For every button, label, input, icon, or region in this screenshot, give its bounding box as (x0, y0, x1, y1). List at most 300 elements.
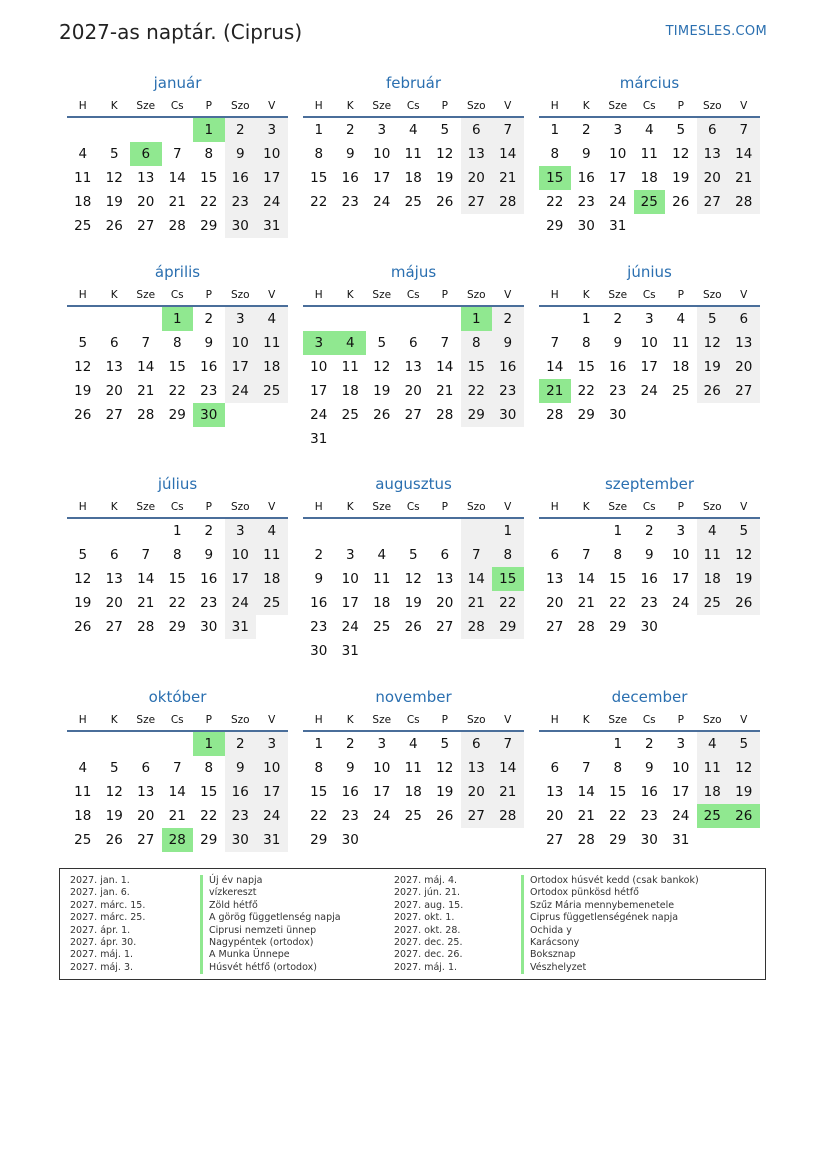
weekday-label: V (504, 289, 512, 301)
day-cell: 6 (550, 760, 560, 776)
holiday-day: 15 (492, 567, 524, 591)
holiday-day: 1 (461, 307, 493, 331)
weekday-label: Szo (702, 714, 722, 726)
weekday-label: K (582, 100, 590, 112)
day-cell: 20 (137, 808, 155, 824)
month-name: március (619, 74, 680, 92)
day-cell: 10 (256, 142, 288, 166)
day-cell: 17 (640, 359, 658, 375)
holiday-day: 28 (162, 828, 194, 852)
empty-cell (429, 519, 461, 543)
month-április (67, 261, 288, 427)
empty-cell (571, 519, 603, 543)
day-cell: 3 (225, 519, 257, 543)
weekday-header (539, 283, 760, 307)
empty-cell (99, 307, 131, 331)
day-cell: 17 (672, 784, 690, 800)
day-cell: 10 (672, 547, 690, 563)
day-cell: 28 (577, 619, 595, 635)
day-cell: 13 (461, 142, 493, 166)
month-name: április (154, 263, 201, 281)
day-cell: 8 (613, 760, 623, 776)
weekday-label: P (205, 714, 212, 726)
weekday-label: Cs (170, 714, 184, 726)
day-cell: 13 (728, 331, 760, 355)
day-cell: 19 (74, 383, 92, 399)
day-cell: 9 (492, 331, 524, 355)
day-cell: 14 (436, 359, 454, 375)
day-cell: 29 (546, 218, 564, 234)
day-cell: 6 (550, 547, 560, 563)
day-cell: 7 (440, 335, 450, 351)
weekday-header (539, 94, 760, 118)
day-grid (67, 307, 288, 427)
day-cell: 13 (105, 359, 123, 375)
day-cell: 17 (256, 780, 288, 804)
weekday-header (67, 283, 288, 307)
day-cell: 21 (461, 591, 493, 615)
holiday-day: 6 (130, 142, 162, 166)
day-cell: 20 (105, 383, 123, 399)
weekday-label: K (110, 714, 118, 726)
day-cell: 12 (436, 146, 454, 162)
weekday-header (539, 708, 760, 732)
day-cell: 15 (310, 170, 328, 186)
day-cell: 1 (314, 736, 324, 752)
day-cell: 5 (109, 146, 119, 162)
weekday-label: Cs (170, 501, 184, 513)
weekday-label: Sze (608, 289, 628, 301)
day-cell: 1 (550, 122, 560, 138)
day-cell: 16 (341, 170, 359, 186)
day-cell: 29 (310, 832, 328, 848)
day-cell: 8 (172, 335, 182, 351)
day-cell: 2 (225, 732, 257, 756)
legend-holiday-name: Nagypéntek (ortodox) (200, 937, 341, 949)
day-grid (303, 307, 524, 451)
day-cell: 9 (204, 547, 214, 563)
day-cell: 28 (168, 218, 186, 234)
weekday-label: H (314, 501, 323, 513)
day-cell: 5 (440, 736, 450, 752)
day-cell: 19 (728, 567, 760, 591)
empty-cell (303, 519, 335, 543)
day-cell: 20 (697, 166, 729, 190)
day-cell: 11 (640, 146, 658, 162)
day-cell: 14 (137, 359, 155, 375)
empty-cell (539, 519, 571, 543)
weekday-header (303, 495, 524, 519)
weekday-label: V (268, 501, 276, 513)
weekday-label: Cs (170, 100, 184, 112)
empty-cell (99, 732, 131, 756)
weekday-header (67, 495, 288, 519)
legend-holiday-name: Karácsony (521, 937, 699, 949)
day-cell: 21 (577, 808, 595, 824)
legend-holiday-name: Új év napja (200, 875, 341, 887)
day-cell: 28 (546, 407, 564, 423)
day-cell: 13 (137, 170, 155, 186)
day-cell: 27 (546, 832, 564, 848)
day-cell: 14 (577, 571, 595, 587)
day-cell: 27 (697, 190, 729, 214)
empty-cell (67, 307, 99, 331)
empty-cell (429, 307, 461, 331)
day-cell: 12 (105, 170, 123, 186)
day-cell: 6 (109, 547, 119, 563)
day-cell: 6 (141, 760, 151, 776)
month-name: február (385, 74, 442, 92)
day-cell: 4 (408, 122, 418, 138)
day-cell: 18 (74, 194, 92, 210)
day-cell: 29 (609, 832, 627, 848)
empty-cell (67, 732, 99, 756)
weekday-label: Sze (136, 289, 156, 301)
legend-date: 2027. dec. 26. (394, 949, 463, 961)
day-cell: 30 (225, 828, 257, 852)
day-cell: 27 (461, 190, 493, 214)
day-cell: 21 (137, 595, 155, 611)
day-grid (67, 118, 288, 238)
weekday-label: Sze (608, 714, 628, 726)
day-cell: 14 (137, 571, 155, 587)
day-cell: 20 (436, 595, 454, 611)
weekday-header (67, 708, 288, 732)
day-cell: 28 (137, 619, 155, 635)
day-cell: 7 (492, 118, 524, 142)
day-cell: 21 (492, 166, 524, 190)
day-cell: 23 (200, 595, 218, 611)
holiday-day: 25 (634, 190, 666, 214)
weekday-label: Cs (642, 100, 656, 112)
day-cell: 14 (577, 784, 595, 800)
day-cell: 23 (310, 619, 328, 635)
day-grid (67, 732, 288, 852)
day-grid (539, 519, 760, 639)
day-cell: 4 (256, 519, 288, 543)
day-cell: 7 (141, 335, 151, 351)
day-cell: 28 (577, 832, 595, 848)
day-cell: 20 (728, 355, 760, 379)
day-cell: 25 (74, 218, 92, 234)
weekday-label: K (582, 714, 590, 726)
weekday-label: K (110, 501, 118, 513)
day-cell: 15 (168, 359, 186, 375)
day-cell: 7 (172, 146, 182, 162)
day-cell: 19 (436, 170, 454, 186)
legend-holiday-name: Ciprus függetlenségének napja (521, 912, 699, 924)
day-cell: 17 (672, 571, 690, 587)
weekday-label: P (677, 714, 684, 726)
day-cell: 5 (728, 732, 760, 756)
weekday-label: K (582, 289, 590, 301)
day-cell: 1 (172, 523, 182, 539)
day-cell: 9 (314, 571, 324, 587)
month-július (67, 473, 288, 639)
month-name: október (148, 688, 207, 706)
legend-date: 2027. máj. 4. (394, 875, 458, 886)
weekday-label: Sze (372, 289, 392, 301)
day-cell: 7 (141, 547, 151, 563)
day-cell: 19 (373, 383, 391, 399)
holiday-day: 1 (193, 118, 225, 142)
day-cell: 9 (581, 146, 591, 162)
day-cell: 10 (225, 331, 257, 355)
legend-date: 2027. dec. 25. (394, 936, 463, 948)
day-cell: 4 (408, 736, 418, 752)
day-cell: 26 (373, 407, 391, 423)
weekday-label: Szo (230, 714, 250, 726)
day-cell: 18 (697, 780, 729, 804)
empty-cell (130, 118, 162, 142)
day-cell: 28 (436, 407, 454, 423)
day-cell: 20 (105, 595, 123, 611)
day-cell: 27 (137, 832, 155, 848)
day-cell: 10 (256, 756, 288, 780)
day-cell: 5 (377, 335, 387, 351)
empty-cell (67, 519, 99, 543)
weekday-label: Sze (136, 714, 156, 726)
day-cell: 20 (137, 194, 155, 210)
legend-holiday-name: Ortodox pünkösd hétfő (521, 887, 699, 899)
day-cell: 2 (314, 547, 324, 563)
empty-cell (571, 732, 603, 756)
day-cell: 7 (461, 543, 493, 567)
day-cell: 21 (436, 383, 454, 399)
empty-cell (398, 307, 430, 331)
day-cell: 24 (672, 595, 690, 611)
day-cell: 30 (492, 403, 524, 427)
day-cell: 13 (436, 571, 454, 587)
day-cell: 7 (172, 760, 182, 776)
month-name: június (627, 263, 672, 281)
day-cell: 11 (697, 543, 729, 567)
day-cell: 1 (613, 736, 623, 752)
day-cell: 23 (341, 194, 359, 210)
day-grid (303, 519, 524, 663)
day-cell: 14 (168, 784, 186, 800)
weekday-label: Cs (406, 714, 420, 726)
empty-cell (162, 732, 194, 756)
empty-cell (130, 307, 162, 331)
day-cell: 9 (204, 335, 214, 351)
day-cell: 16 (640, 784, 658, 800)
day-cell: 2 (581, 122, 591, 138)
day-cell: 31 (609, 218, 627, 234)
day-cell: 5 (109, 760, 119, 776)
legend-holiday-name: Zöld hétfő (200, 900, 341, 912)
day-cell: 18 (672, 359, 690, 375)
day-cell: 23 (609, 383, 627, 399)
day-cell: 14 (461, 567, 493, 591)
day-cell: 19 (672, 170, 690, 186)
day-cell: 11 (256, 543, 288, 567)
day-cell: 2 (204, 311, 214, 327)
day-cell: 18 (404, 170, 422, 186)
day-cell: 22 (310, 808, 328, 824)
day-cell: 31 (672, 832, 690, 848)
day-cell: 31 (256, 828, 288, 852)
weekday-label: K (582, 501, 590, 513)
day-cell: 8 (204, 760, 214, 776)
weekday-label: V (268, 714, 276, 726)
day-cell: 18 (256, 567, 288, 591)
day-cell: 24 (310, 407, 328, 423)
legend-holiday-name: Szűz Mária mennybemenetele (521, 900, 699, 912)
legend-col2-names (521, 875, 699, 974)
legend-date: 2027. máj. 1. (70, 949, 134, 961)
day-cell: 6 (408, 335, 418, 351)
day-cell: 24 (373, 194, 391, 210)
weekday-label: H (78, 100, 87, 112)
day-cell: 11 (672, 335, 690, 351)
legend-date: 2027. jún. 21. (394, 887, 461, 899)
day-cell: 14 (168, 170, 186, 186)
weekday-header (539, 495, 760, 519)
day-cell: 24 (341, 619, 359, 635)
day-cell: 18 (373, 595, 391, 611)
day-cell: 26 (105, 832, 123, 848)
empty-cell (461, 519, 493, 543)
day-grid (303, 118, 524, 214)
weekday-label: V (504, 501, 512, 513)
day-cell: 27 (105, 619, 123, 635)
day-cell: 4 (377, 547, 387, 563)
day-cell: 17 (341, 595, 359, 611)
day-cell: 27 (546, 619, 564, 635)
day-cell: 26 (74, 619, 92, 635)
empty-cell (99, 118, 131, 142)
day-cell: 4 (676, 311, 686, 327)
day-cell: 27 (404, 407, 422, 423)
day-cell: 4 (78, 760, 88, 776)
day-cell: 8 (204, 146, 214, 162)
day-cell: 2 (644, 523, 654, 539)
day-cell: 3 (377, 736, 387, 752)
day-cell: 29 (609, 619, 627, 635)
day-grid (67, 519, 288, 639)
day-cell: 10 (609, 146, 627, 162)
day-cell: 22 (200, 194, 218, 210)
day-cell: 22 (609, 595, 627, 611)
day-cell: 3 (676, 736, 686, 752)
day-cell: 24 (640, 383, 658, 399)
holiday-legend (59, 868, 766, 980)
day-cell: 30 (200, 619, 218, 635)
day-cell: 29 (168, 619, 186, 635)
day-cell: 5 (408, 547, 418, 563)
day-cell: 24 (256, 804, 288, 828)
day-cell: 31 (256, 214, 288, 238)
weekday-header (67, 94, 288, 118)
day-cell: 5 (676, 122, 686, 138)
day-cell: 22 (168, 595, 186, 611)
empty-cell (539, 307, 571, 331)
day-cell: 25 (697, 591, 729, 615)
day-cell: 8 (492, 543, 524, 567)
weekday-label: P (441, 714, 448, 726)
day-cell: 10 (640, 335, 658, 351)
day-cell: 12 (105, 784, 123, 800)
day-cell: 21 (168, 194, 186, 210)
day-cell: 27 (137, 218, 155, 234)
legend-holiday-name: A görög függetlenség napja (200, 912, 341, 924)
day-cell: 17 (373, 170, 391, 186)
day-cell: 17 (310, 383, 328, 399)
day-cell: 11 (404, 146, 422, 162)
day-cell: 23 (577, 194, 595, 210)
day-cell: 18 (697, 567, 729, 591)
weekday-label: H (314, 714, 323, 726)
day-cell: 26 (697, 379, 729, 403)
legend-col1-dates (70, 875, 145, 974)
day-cell: 9 (345, 760, 355, 776)
day-cell: 18 (256, 355, 288, 379)
weekday-label: Sze (372, 714, 392, 726)
day-cell: 15 (200, 170, 218, 186)
day-cell: 18 (640, 170, 658, 186)
day-cell: 19 (436, 784, 454, 800)
day-cell: 11 (74, 170, 92, 186)
day-cell: 14 (728, 142, 760, 166)
day-cell: 18 (404, 784, 422, 800)
empty-cell (539, 732, 571, 756)
month-augusztus (303, 473, 524, 663)
weekday-label: Szo (702, 289, 722, 301)
weekday-label: Cs (642, 714, 656, 726)
day-cell: 26 (105, 218, 123, 234)
month-szeptember (539, 473, 760, 639)
day-cell: 11 (697, 756, 729, 780)
holiday-day: 1 (193, 732, 225, 756)
day-cell: 30 (225, 214, 257, 238)
day-cell: 19 (728, 780, 760, 804)
weekday-label: K (346, 501, 354, 513)
brand-link[interactable]: TIMESLES.COM (665, 24, 767, 39)
weekday-label: Cs (406, 289, 420, 301)
weekday-label: H (78, 501, 87, 513)
day-cell: 29 (577, 407, 595, 423)
day-cell: 25 (341, 407, 359, 423)
day-cell: 20 (461, 166, 493, 190)
day-cell: 22 (492, 591, 524, 615)
day-cell: 9 (225, 142, 257, 166)
legend-date: 2027. márc. 15. (70, 899, 146, 911)
empty-cell (130, 732, 162, 756)
weekday-label: K (346, 100, 354, 112)
day-cell: 11 (373, 571, 391, 587)
day-cell: 27 (105, 407, 123, 423)
day-cell: 16 (341, 784, 359, 800)
weekday-label: Szo (702, 501, 722, 513)
day-cell: 13 (546, 571, 564, 587)
day-cell: 14 (492, 142, 524, 166)
legend-holiday-name: Ciprusi nemzeti ünnep (200, 925, 341, 937)
weekday-label: P (441, 289, 448, 301)
day-cell: 7 (581, 760, 591, 776)
day-cell: 12 (404, 571, 422, 587)
day-cell: 8 (314, 146, 324, 162)
day-cell: 2 (204, 523, 214, 539)
day-cell: 8 (461, 331, 493, 355)
weekday-label: H (550, 289, 559, 301)
weekday-label: H (314, 289, 323, 301)
day-cell: 16 (640, 571, 658, 587)
weekday-label: V (740, 501, 748, 513)
day-cell: 11 (404, 760, 422, 776)
day-cell: 23 (225, 804, 257, 828)
day-cell: 4 (697, 519, 729, 543)
